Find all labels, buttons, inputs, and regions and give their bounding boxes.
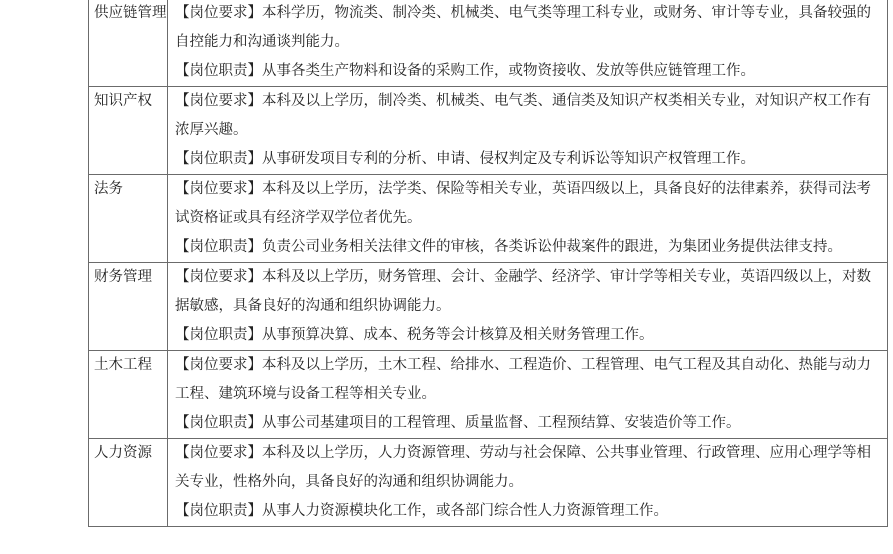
- requirements-paragraph: [175, 439, 883, 497]
- position-description: [168, 175, 888, 263]
- requirements-text: 本科学历，物流类、制冷类、机械类、电气类等理工科专业，或财务、审计等专业，具备较强的自控能力和沟通谈判能力。: [175, 5, 871, 50]
- requirements-paragraph: [175, 351, 883, 409]
- position-description: [168, 263, 888, 351]
- duties-text: 从事各类生产物料和设备的采购工作，或物资接收、发放等供应链管理工作。: [262, 63, 755, 79]
- duties-text: 从事公司基建项目的工程管理、质量监督、工程预结算、安装造价等工作。: [262, 415, 741, 431]
- requirements-tag: 【岗位要求】: [175, 269, 262, 285]
- requirements-paragraph: [175, 175, 883, 233]
- duties-tag: 【岗位职责】: [175, 239, 262, 255]
- position-name-text: 人力资源: [94, 445, 152, 461]
- position-name-text: 土木工程: [94, 357, 152, 373]
- table-row: [89, 87, 888, 175]
- requirements-text: 本科及以上学历，制冷类、机械类、电气类、通信类及知识产权类相关专业，对知识产权工作有浓厚兴趣。: [175, 93, 871, 138]
- duties-tag: 【岗位职责】: [175, 415, 262, 431]
- position-description: [168, 439, 888, 527]
- requirements-text: 本科及以上学历，土木工程、给排水、工程造价、工程管理、电气工程及其自动化、热能与动力工程、建筑环境与设备工程等相关专业。: [175, 357, 871, 402]
- position-name-text: 法务: [94, 181, 123, 197]
- position-name: [89, 87, 168, 175]
- table-body: [89, 0, 888, 527]
- duties-tag: 【岗位职责】: [175, 151, 262, 167]
- requirements-tag: 【岗位要求】: [175, 357, 262, 373]
- requirements-tag: 【岗位要求】: [175, 5, 262, 21]
- table-row: [89, 439, 888, 527]
- requirements-tag: 【岗位要求】: [175, 181, 262, 197]
- duties-text: 从事预算决算、成本、税务等会计核算及相关财务管理工作。: [262, 327, 654, 343]
- requirements-paragraph: [175, 263, 883, 321]
- position-name: [89, 263, 168, 351]
- position-name: [89, 439, 168, 527]
- table-row: [89, 263, 888, 351]
- duties-paragraph: [175, 145, 883, 174]
- requirements-paragraph: [175, 0, 883, 57]
- position-name-text: 知识产权: [94, 93, 152, 109]
- duties-tag: 【岗位职责】: [175, 503, 262, 519]
- job-requirements-table: [88, 0, 888, 527]
- position-name: [89, 175, 168, 263]
- duties-paragraph: [175, 409, 883, 438]
- position-name: [89, 0, 168, 87]
- position-description: [168, 87, 888, 175]
- duties-tag: 【岗位职责】: [175, 63, 262, 79]
- duties-paragraph: [175, 321, 883, 350]
- requirements-text: 本科及以上学历，人力资源管理、劳动与社会保障、公共事业管理、行政管理、应用心理学等相关专业，性格外向，具备良好的沟通和组织协调能力。: [175, 445, 871, 490]
- duties-text: 负责公司业务相关法律文件的审核，各类诉讼仲裁案件的跟进，为集团业务提供法律支持。: [262, 239, 842, 255]
- position-name: [89, 351, 168, 439]
- duties-paragraph: [175, 57, 883, 86]
- table-row: [89, 175, 888, 263]
- position-description: [168, 351, 888, 439]
- position-name-text: 供应链管理: [94, 5, 167, 21]
- duties-paragraph: [175, 233, 883, 262]
- duties-text: 从事研发项目专利的分析、申请、侵权判定及专利诉讼等知识产权管理工作。: [262, 151, 755, 167]
- duties-paragraph: [175, 497, 883, 526]
- requirements-paragraph: [175, 87, 883, 145]
- table-row: [89, 351, 888, 439]
- duties-tag: 【岗位职责】: [175, 327, 262, 343]
- position-name-text: 财务管理: [94, 269, 152, 285]
- table-row: [89, 0, 888, 87]
- requirements-tag: 【岗位要求】: [175, 445, 262, 461]
- requirements-text: 本科及以上学历，财务管理、会计、金融学、经济学、审计学等相关专业，英语四级以上，对数据敏感，具备良好的沟通和组织协调能力。: [175, 269, 871, 314]
- requirements-tag: 【岗位要求】: [175, 93, 262, 109]
- requirements-text: 本科及以上学历，法学类、保险等相关专业，英语四级以上，具备良好的法律素养，获得司法考试资格证或具有经济学双学位者优先。: [175, 181, 871, 226]
- position-description: [168, 0, 888, 87]
- duties-text: 从事人力资源模块化工作，或各部门综合性人力资源管理工作。: [262, 503, 668, 519]
